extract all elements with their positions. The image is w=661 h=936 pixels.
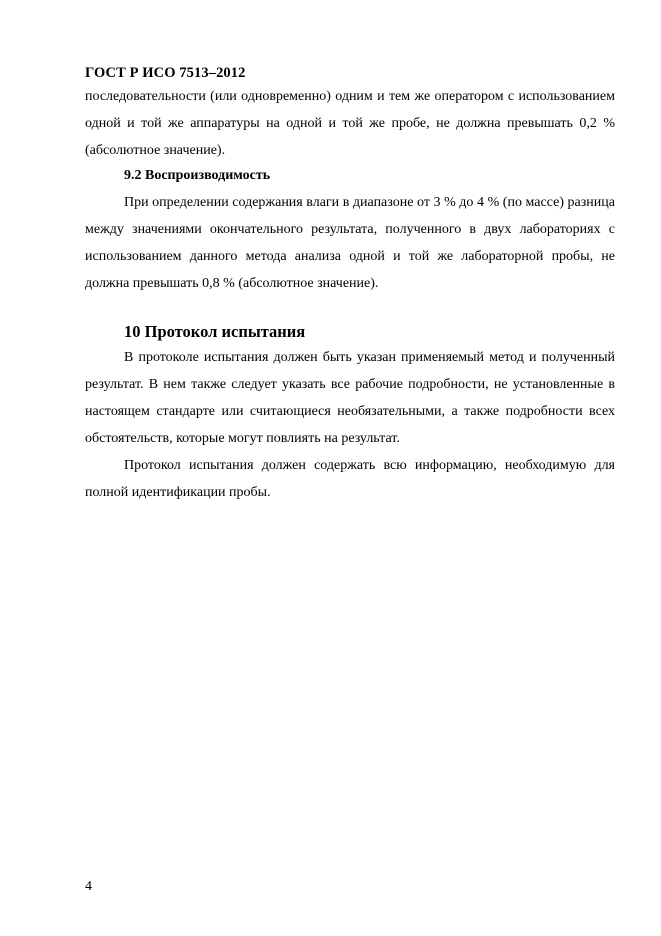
page-number: 4 xyxy=(85,879,92,894)
section-10-heading: 10 Протокол испытания xyxy=(124,322,306,341)
continuation-paragraph: последовательности (или одновременно) одним и тем же оператором с использованием одной и той же аппаратуры на одной и той же пробе, не должна превышать 0,2 % (абсолютное значение). xyxy=(85,89,615,158)
section-10-paragraph-2: Протокол испытания должен содержать всю информацию, необходимую для полной идентификации пробы. xyxy=(85,458,615,500)
section-9-2-heading: 9.2 Воспроизводимость xyxy=(124,168,271,183)
section-9-2-paragraph: При определении содержания влаги в диапазоне от 3 % до 4 % (по массе) разница между значениями окончательного результата, полученного в двух лабораториях с использованием данного метода анализа одной и той же лабораторной пробы, не должна превышать 0,8 % (абсолютное значение). xyxy=(85,195,615,291)
section-10-paragraph-1: В протоколе испытания должен быть указан применяемый метод и полученный результат. В нем также следует указать все рабочие подробности, не установленные в настоящем стандарте или считающиеся необязательными, а также подробности всех обстоятельств, которые могут повлиять на результат. xyxy=(85,350,615,446)
document-code-header: ГОСТ Р ИСО 7513–2012 xyxy=(85,65,246,81)
